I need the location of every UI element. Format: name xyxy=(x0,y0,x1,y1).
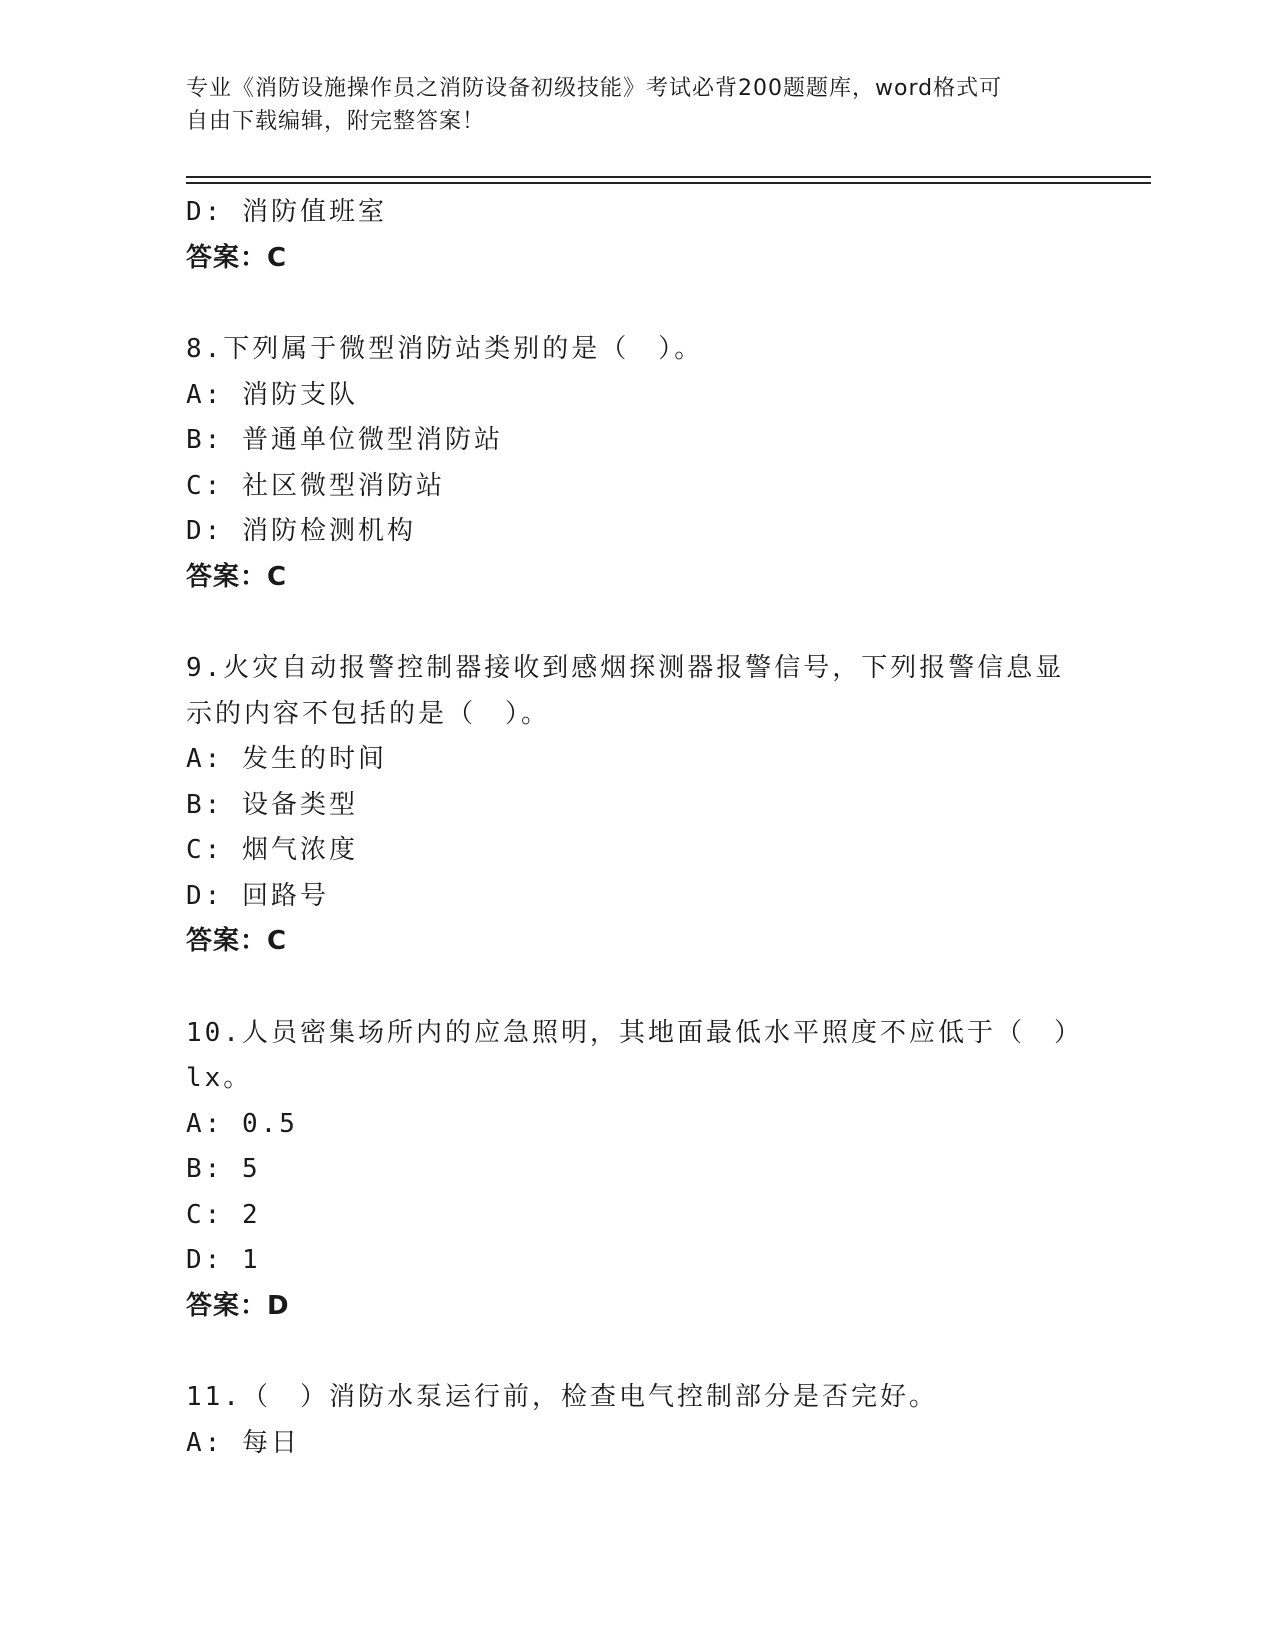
option-d: D: 回路号 xyxy=(186,880,329,911)
option-a: A: 消防支队 xyxy=(186,379,358,410)
option-d: D: 1 xyxy=(186,1245,261,1275)
option-c: C: 2 xyxy=(186,1199,261,1230)
answer-line: 答案：C xyxy=(186,242,288,273)
header-line-1: 专业《消防设施操作员之消防设备初级技能》考试必背200题题库，word格式可 xyxy=(186,76,1003,101)
question-stem: 9.火灾自动报警控制器接收到感烟探测器报警信号，下列报警信息显 xyxy=(186,653,1065,683)
option-b: B: 5 xyxy=(186,1154,261,1184)
answer-line: 答案：D xyxy=(186,1290,290,1321)
question-stem-continued: 示的内容不包括的是（ ）。 xyxy=(186,698,551,729)
question-list xyxy=(186,190,1083,1466)
question-stem: 10.人员密集场所内的应急照明，其地面最低水平照度不应低于（ ） xyxy=(186,1017,1083,1048)
option-b: B: 设备类型 xyxy=(186,789,358,820)
option-c: C: 社区微型消防站 xyxy=(186,470,445,501)
option-a: A: 每日 xyxy=(186,1427,300,1458)
header-line-2: 自由下载编辑，附完整答案！ xyxy=(186,109,486,134)
option-a: A: 0.5 xyxy=(186,1108,298,1139)
option-c: C: 烟气浓度 xyxy=(186,835,358,865)
option-a: A: 发生的时间 xyxy=(186,744,387,774)
question-stem-continued: lx。 xyxy=(186,1063,253,1093)
option-d: D: 消防值班室 xyxy=(186,197,387,227)
option-d: D: 消防检测机构 xyxy=(186,516,416,546)
option-b: B: 普通单位微型消防站 xyxy=(186,425,503,455)
header-divider-top xyxy=(186,176,1151,178)
document-header xyxy=(186,72,1066,138)
question-stem: 8.下列属于微型消防站类别的是（ ）。 xyxy=(186,334,704,364)
question-stem: 11.（ ）消防水泵运行前，检查电气控制部分是否完好。 xyxy=(186,1382,938,1412)
answer-line: 答案：C xyxy=(186,926,288,956)
answer-line: 答案：C xyxy=(186,561,288,592)
header-divider-bottom xyxy=(186,182,1151,184)
